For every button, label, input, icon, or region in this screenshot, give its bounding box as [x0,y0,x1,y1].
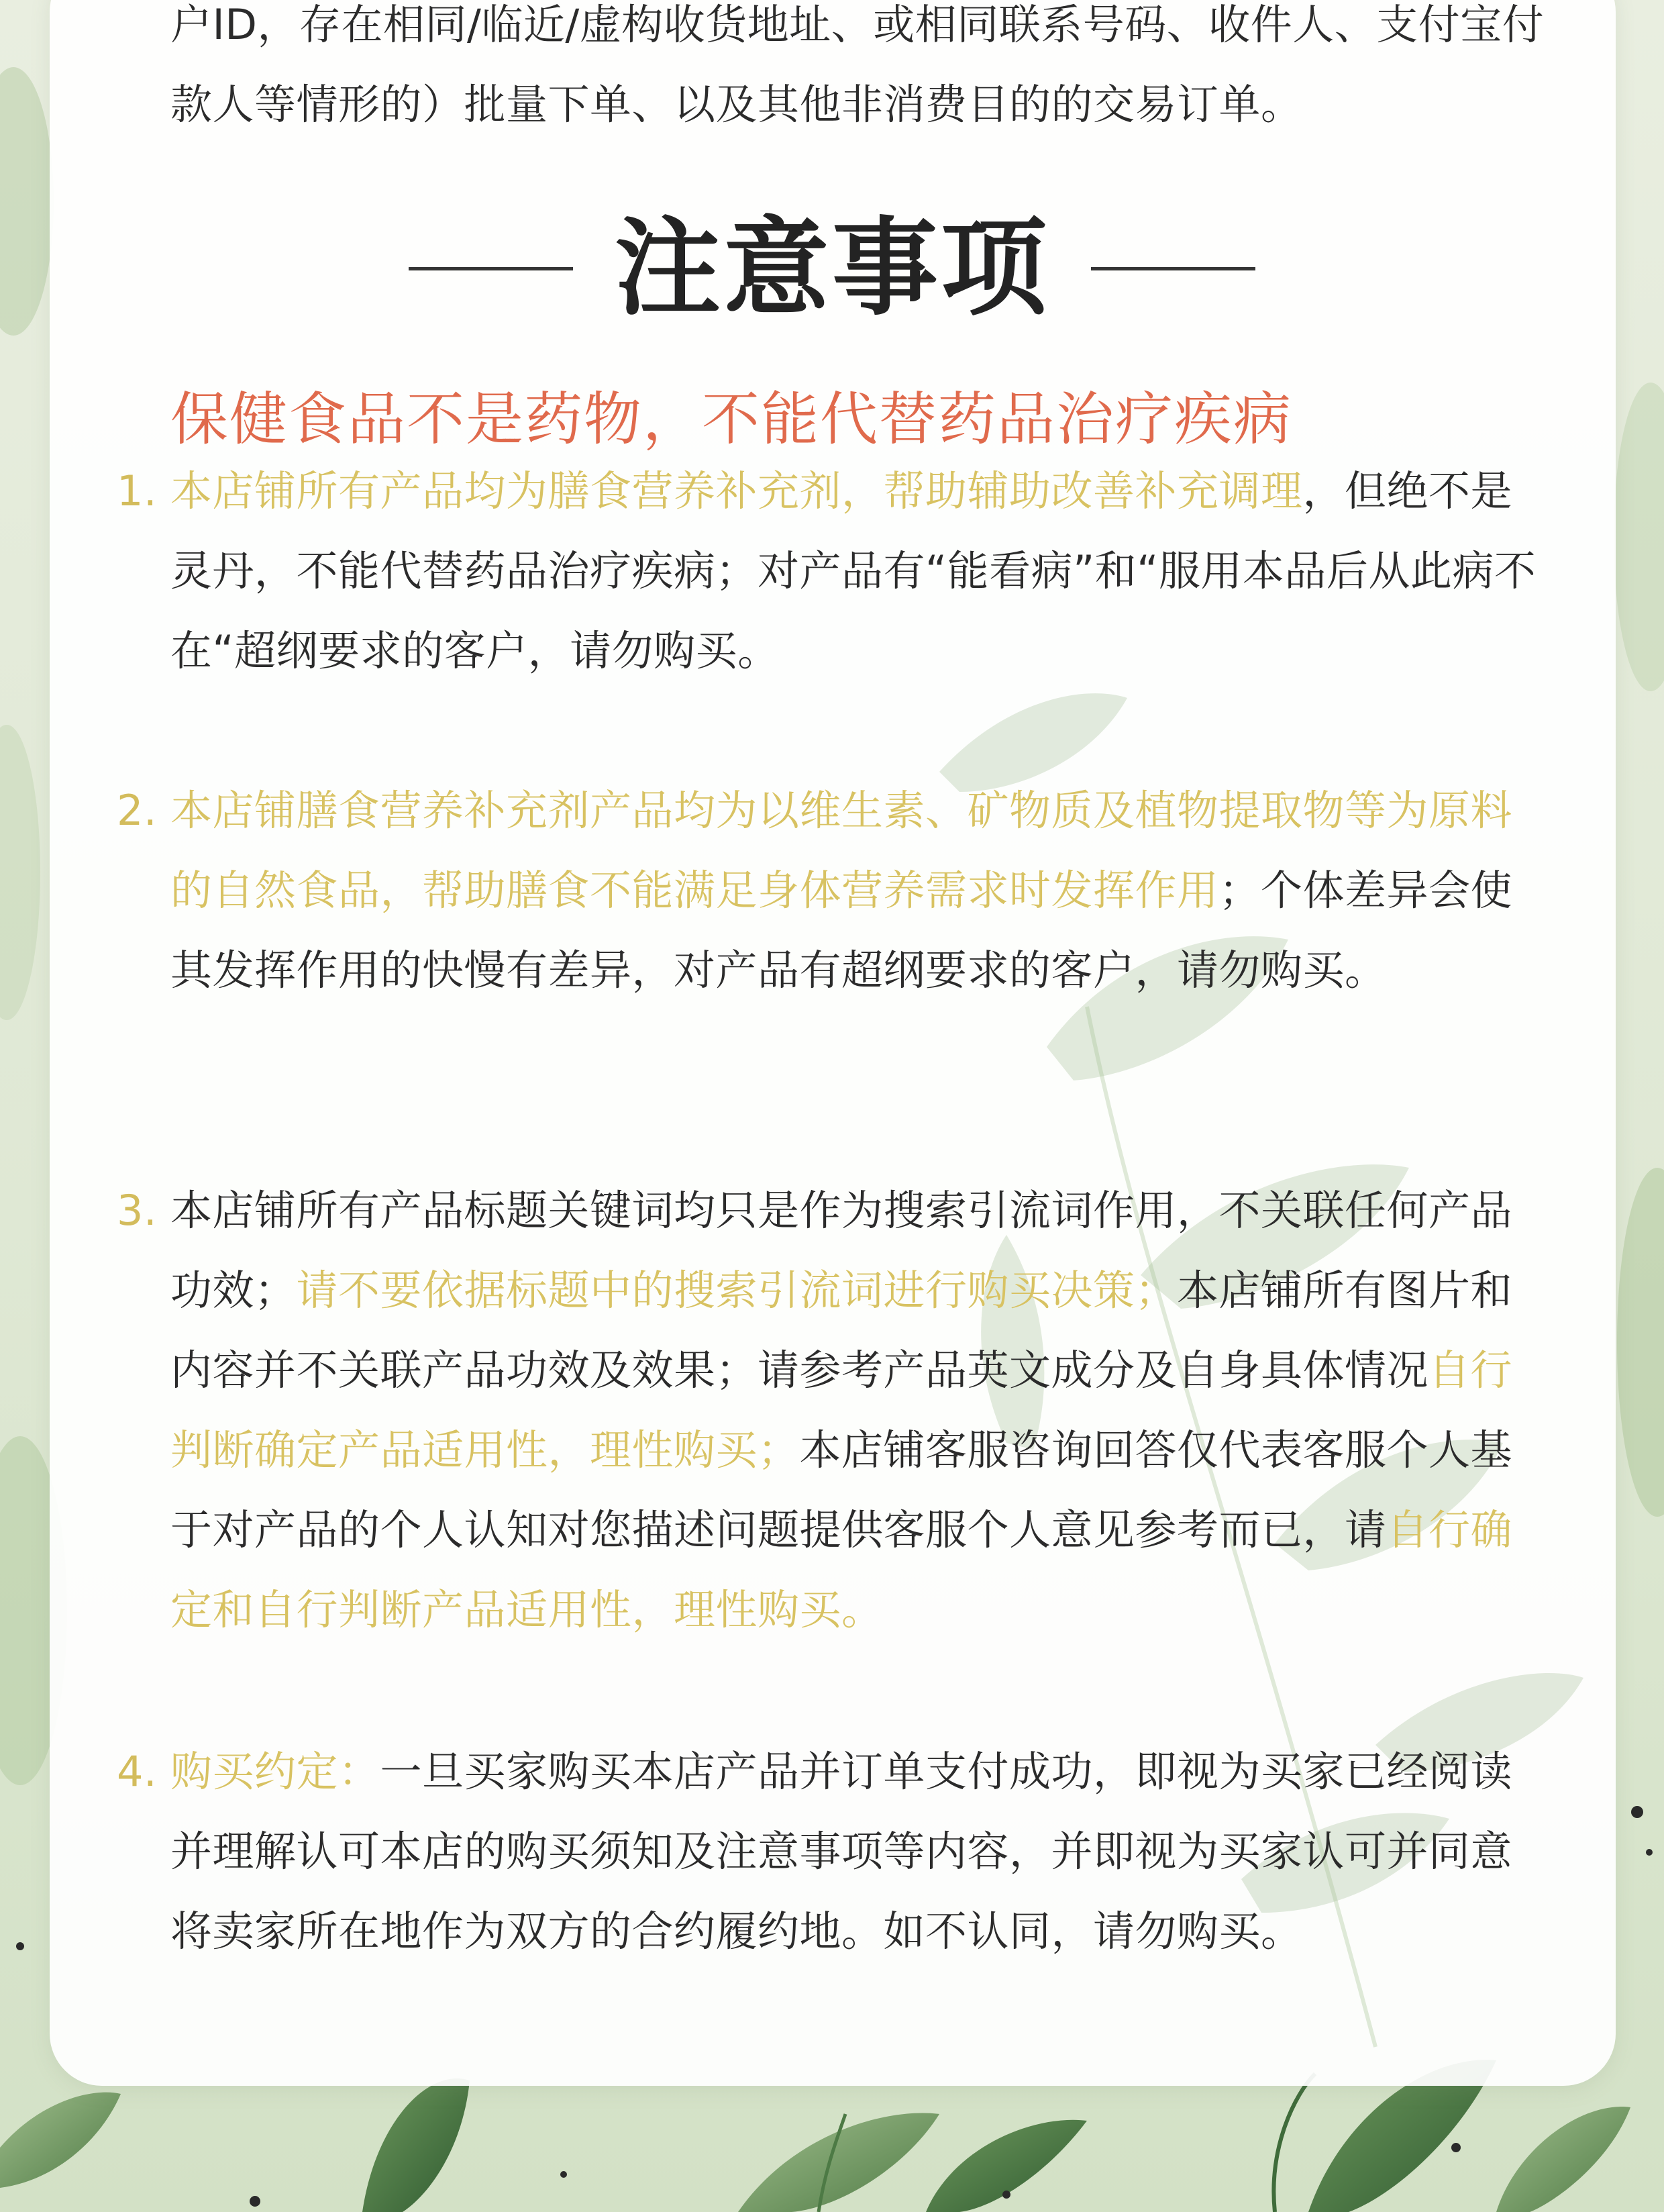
notice-item-2 [117,770,1547,1010]
item-highlight: 自行确定和自行判断产品适用性，理性购买。 [170,1505,1513,1634]
intro-paragraph: 户ID，存在相同/临近/虚构收货地址、或相同联系号码、收件人、支付宝付款人等情形的）批量下单、以及其他非消费目的的交易订单。 [170,0,1545,129]
item-highlight: 购买约定： [170,1747,380,1796]
warning-subtitle: 保健食品不是药物，不能代替药品治疗疾病 [170,386,1292,453]
notice-item-1 [117,451,1547,691]
notice-item-4 [117,1731,1547,1971]
item-text: 本店铺客服咨询回答仅代表客服个人基于对产品的个人认知对您描述问题提供客服个人意见参考而已，请 [170,1425,1513,1554]
item-number: 1. [117,466,158,515]
item-highlight: 自行判断确定产品适用性，理性购买； [170,1346,1513,1474]
item-number: 4. [117,1747,158,1796]
notice-item-3 [117,1170,1547,1650]
page-title: 注意事项 [615,207,1049,330]
section-title [0,201,1664,336]
title-right-rule [1091,267,1255,270]
item-text: 本店铺所有图片和内容并不关联产品功效及效果；请参考产品英文成分及自身具体情况 [170,1266,1513,1395]
item-highlight: 本店铺膳食营养补充剂产品均为以维生素、矿物质及植物提取物等为原料的自然食品，帮助膳食不能满足身体营养需求时发挥作用 [170,786,1513,915]
item-text: 一旦买家购买本店产品并订单支付成功，即视为买家已经阅读并理解认可本店的购买须知及注意事项等内容，并即视为买家认可并同意将卖家所在地作为双方的合约履约地。如不认同，请勿购买。 [170,1747,1513,1956]
item-number: 3. [117,1186,158,1235]
item-text: ，但绝不是灵丹，不能代替药品治疗疾病；对产品有“能看病”和“服用本品后从此病不在“超纲要求的客户，请勿购买。 [170,466,1537,675]
item-highlight: 本店铺所有产品均为膳食营养补充剂，帮助辅助改善补充调理 [170,466,1303,515]
item-text: ；个体差异会使其发挥作用的快慢有差异，对产品有超纲要求的客户，请勿购买。 [170,866,1513,995]
item-highlight: 请不要依据标题中的搜索引流词进行购买决策； [296,1266,1178,1315]
item-number: 2. [117,786,158,835]
item-text: 本店铺所有产品标题关键词均只是作为搜索引流词作用，不关联任何产品功效； [170,1186,1513,1315]
title-left-rule [409,267,573,270]
